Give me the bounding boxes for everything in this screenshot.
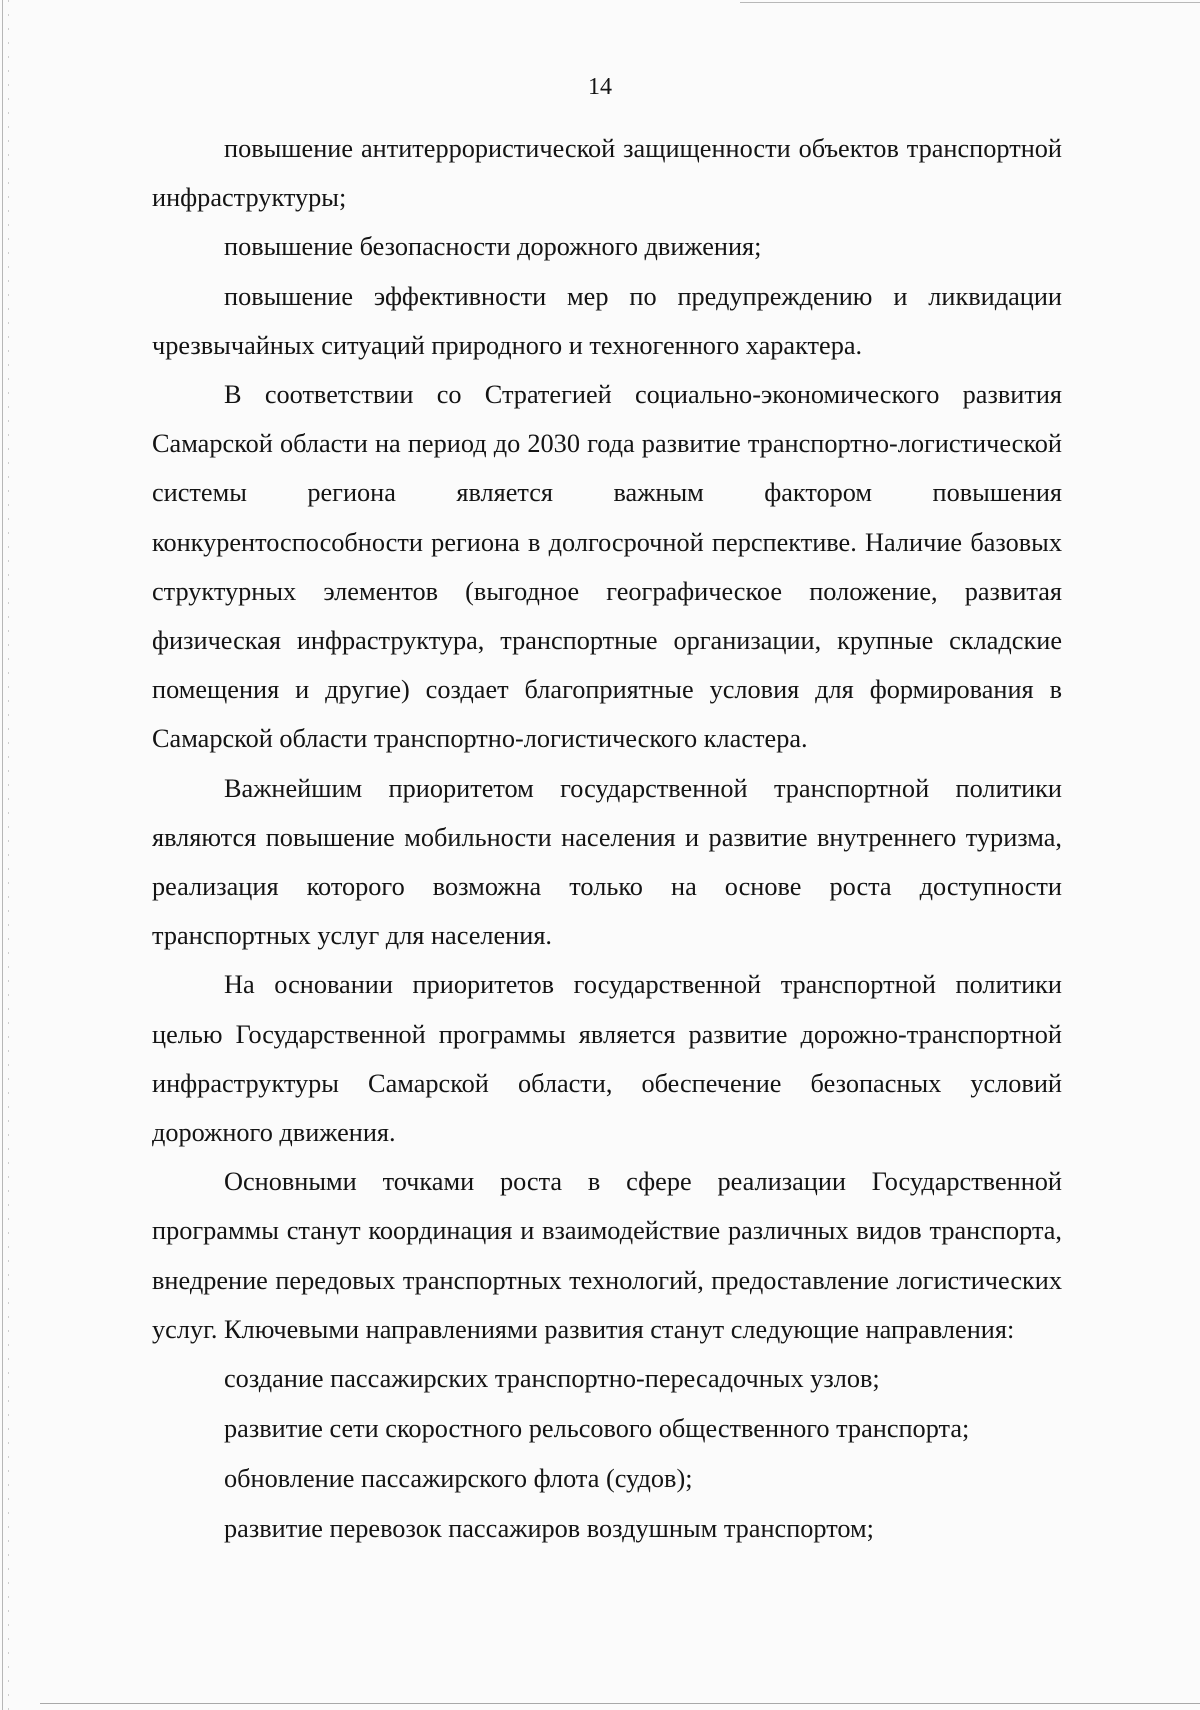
scan-edge-bottom xyxy=(40,1703,1200,1704)
scan-edge-dots xyxy=(8,0,9,1710)
direction-item: создание пассажирских транспортно-пересадочных узлов; xyxy=(224,1364,880,1394)
paragraph: повышение антитеррористической защищенности объектов транспортной инфраструктуры; xyxy=(152,134,1062,213)
direction-item: развитие перевозок пассажиров воздушным транспортом; xyxy=(224,1514,874,1544)
paragraph: повышение эффективности мер по предупреждению и ликвидации чрезвычайных ситуаций природного и техногенного характера. xyxy=(152,281,1062,360)
page-number: 14 xyxy=(588,74,612,100)
paragraph: Важнейшим приоритетом государственной транспортной политики являются повышение мобильности населения и развитие внутреннего туризма, реализация которого возможна только на основе роста доступности транспортных услуг для населения. xyxy=(152,773,1062,951)
direction-item: развитие сети скоростного рельсового общественного транспорта; xyxy=(224,1414,970,1444)
paragraph: Основными точками роста в сфере реализации Государственной программы станут координация и взаимодействие различных видов транспорта, внедрение передовых транспортных технологий, предоставление логистических услуг. Ключевыми направлениями развития станут следующие направления: xyxy=(152,1167,1062,1344)
body-text xyxy=(152,124,1062,1554)
direction-item: обновление пассажирского флота (судов); xyxy=(224,1464,693,1494)
scan-edge-left xyxy=(2,0,3,1710)
paragraph: На основании приоритетов государственной транспортной политики целью Государственной программы является развитие дорожно-транспортной инфраструктуры Самарской области, обеспечение безопасных условий дорожного движения. xyxy=(152,970,1062,1148)
paragraph: повышение безопасности дорожного движения; xyxy=(224,232,762,262)
scan-edge-top xyxy=(740,2,1200,3)
paragraph: В соответствии со Стратегией социально-экономического развития Самарской области на период до 2030 года развитие транспортно-логистической системы региона является важным фактором повышения конкурентоспособности региона в долгосрочной перспективе. Наличие базовых структурных элементов (выгодное географическое положение, развитая физическая инфраструктура, транспортные организации, крупные складские помещения и другие) создает благоприятные условия для формирования в Самарской области транспортно-логистического кластера. xyxy=(152,380,1062,754)
